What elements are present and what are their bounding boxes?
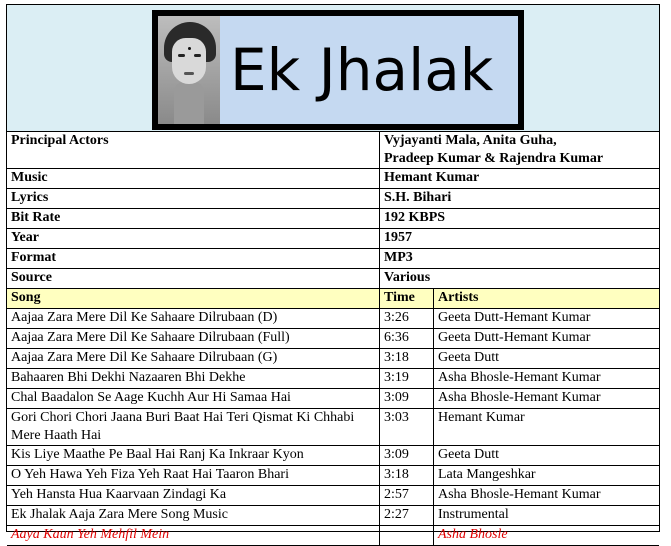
song-time: [380, 526, 434, 546]
info-key: Music: [7, 169, 380, 189]
column-header-artists: Artists: [434, 289, 660, 309]
table-row: [7, 466, 659, 486]
song-artists: Geeta Dutt-Hemant Kumar: [434, 309, 660, 329]
info-value: Vyjayanti Mala, Anita Guha, Pradeep Kumar & Rajendra Kumar: [380, 132, 660, 169]
table-row: [7, 309, 659, 329]
song-title: Aaya Kaun Yeh Mehfil Mein: [7, 526, 380, 546]
info-value: Hemant Kumar: [380, 169, 660, 189]
info-value: 1957: [380, 229, 660, 249]
banner-row: [7, 5, 659, 132]
song-title: Aajaa Zara Mere Dil Ke Sahaare Dilrubaan (D): [7, 309, 380, 329]
album-title: Ek Jhalak: [230, 36, 494, 104]
table-row: [7, 486, 659, 506]
album-info-sheet: [6, 4, 660, 542]
song-time: 3:09: [380, 446, 434, 466]
table-row: [7, 389, 659, 409]
song-artists: Instrumental: [434, 506, 660, 526]
song-title: Ek Jhalak Aaja Zara Mere Song Music: [7, 506, 380, 526]
info-key: Year: [7, 229, 380, 249]
song-time: 3:18: [380, 349, 434, 369]
song-artists: Asha Bhosle-Hemant Kumar: [434, 486, 660, 506]
song-time: 6:36: [380, 329, 434, 349]
song-time: 3:09: [380, 389, 434, 409]
info-key: Lyrics: [7, 189, 380, 209]
song-title: Aajaa Zara Mere Dil Ke Sahaare Dilrubaan (G): [7, 349, 380, 369]
table-row: [7, 349, 659, 369]
album-banner: [152, 10, 524, 130]
info-value: S.H. Bihari: [380, 189, 660, 209]
song-time: 3:18: [380, 466, 434, 486]
info-key: Source: [7, 269, 380, 289]
actress-portrait: [158, 16, 220, 124]
song-title: Yeh Hansta Hua Kaarvaan Zindagi Ka: [7, 486, 380, 506]
info-value: Various: [380, 269, 660, 289]
song-artists: Hemant Kumar: [434, 409, 660, 446]
song-artists: Asha Bhosle-Hemant Kumar: [434, 369, 660, 389]
column-header-song: Song: [7, 289, 380, 309]
info-row-format: [7, 249, 659, 269]
info-key: Bit Rate: [7, 209, 380, 229]
song-time: 2:27: [380, 506, 434, 526]
song-artists: Asha Bhosle: [434, 526, 660, 546]
info-row-bit-rate: [7, 209, 659, 229]
album-table: [7, 131, 659, 546]
song-time: 2:57: [380, 486, 434, 506]
info-row-principal-actors: [7, 132, 659, 169]
table-row: [7, 409, 659, 446]
song-time: 3:26: [380, 309, 434, 329]
song-artists: Geeta Dutt: [434, 446, 660, 466]
song-time: 3:03: [380, 409, 434, 446]
info-value: 192 KBPS: [380, 209, 660, 229]
song-artists: Asha Bhosle-Hemant Kumar: [434, 389, 660, 409]
table-row: [7, 369, 659, 389]
info-row-source: [7, 269, 659, 289]
table-row: [7, 506, 659, 526]
song-artists: Geeta Dutt: [434, 349, 660, 369]
song-title: Kis Liye Maathe Pe Baal Hai Ranj Ka Inkraar Kyon: [7, 446, 380, 466]
info-key: Principal Actors: [7, 132, 380, 169]
info-key: Format: [7, 249, 380, 269]
song-artists: Geeta Dutt-Hemant Kumar: [434, 329, 660, 349]
table-row: [7, 446, 659, 466]
song-title: O Yeh Hawa Yeh Fiza Yeh Raat Hai Taaron Bhari: [7, 466, 380, 486]
table-row: [7, 526, 659, 546]
info-row-lyrics: [7, 189, 659, 209]
info-row-year: [7, 229, 659, 249]
song-table-header: [7, 289, 659, 309]
song-title: Chal Baadalon Se Aage Kuchh Aur Hi Samaa Hai: [7, 389, 380, 409]
song-time: 3:19: [380, 369, 434, 389]
song-title: Aajaa Zara Mere Dil Ke Sahaare Dilrubaan (Full): [7, 329, 380, 349]
table-row: [7, 329, 659, 349]
song-title: Bahaaren Bhi Dekhi Nazaaren Bhi Dekhe: [7, 369, 380, 389]
column-header-time: Time: [380, 289, 434, 309]
info-value: MP3: [380, 249, 660, 269]
info-row-music: [7, 169, 659, 189]
song-artists: Lata Mangeshkar: [434, 466, 660, 486]
song-title: Gori Chori Chori Jaana Buri Baat Hai Teri Qismat Ki Chhabi Mere Haath Hai: [7, 409, 380, 446]
